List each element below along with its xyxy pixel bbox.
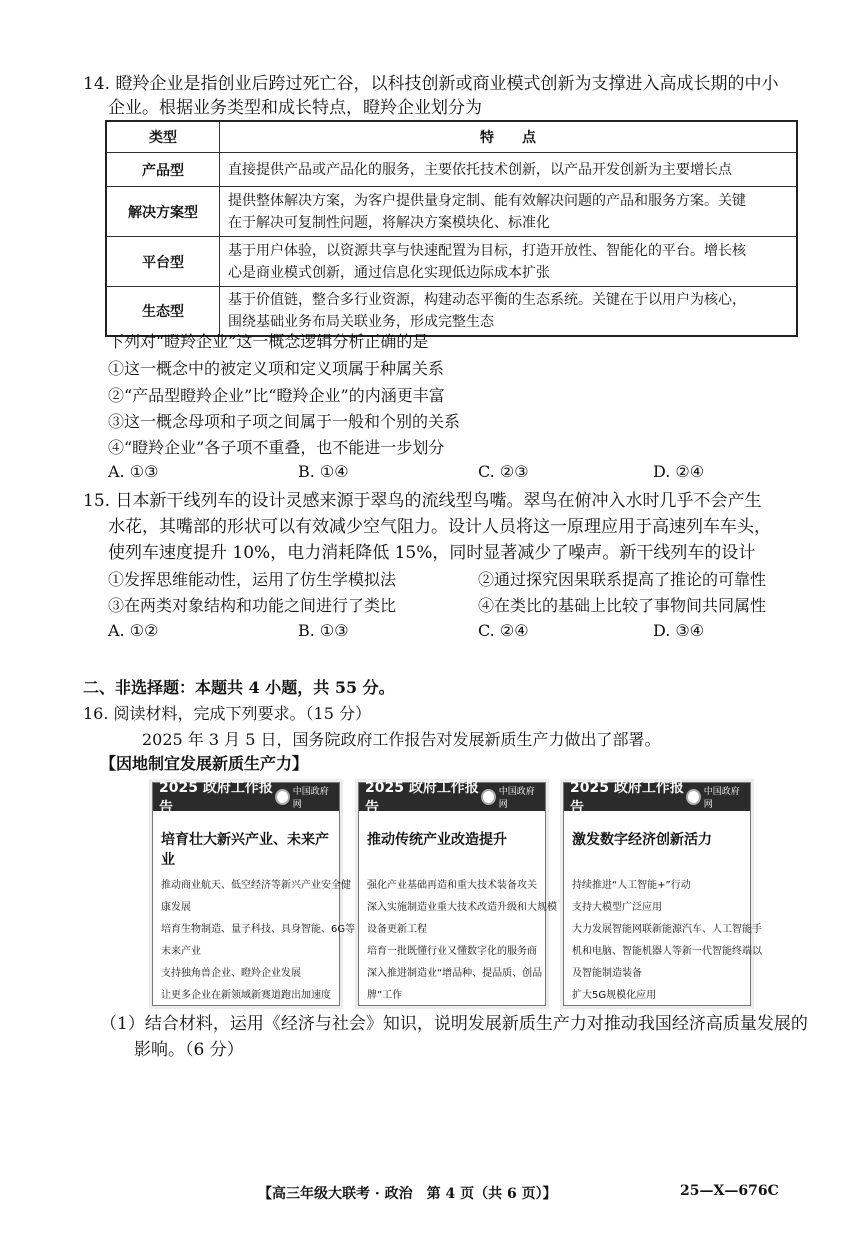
card-items (564, 869, 762, 1013)
option-b[interactable]: B. ①④ (298, 462, 349, 481)
option-b[interactable]: B. ①③ (298, 621, 349, 640)
option-c[interactable]: C. ②④ (478, 621, 529, 640)
report-card (152, 780, 356, 1006)
table-row (106, 153, 797, 187)
card-item: 机和电脑、智能机器人等新一代智能终端以 (572, 946, 762, 957)
card-year-label: 2025 政府工作报告 (159, 780, 273, 816)
card-item: 让更多企业在新领域新赛道跑出加速度 (161, 990, 331, 1001)
card-org (686, 784, 744, 810)
card-org-name: 中国政府网 (498, 787, 535, 810)
card-item: 强化产业基础再造和重大技术装备攻关 (367, 880, 537, 891)
option-a[interactable]: A. ①③ (108, 462, 159, 481)
table-cell-type: 产品型 (106, 153, 220, 187)
report-card (563, 780, 762, 1006)
q14-stem-line2: 企业。根据业务类型和成长特点，瞪羚企业划分为 (108, 98, 482, 118)
card-item: 推动商业航天、低空经济等新兴产业安全健 (161, 880, 351, 891)
option-c[interactable]: C. ②③ (478, 462, 529, 481)
table-cell-type: 平台型 (106, 237, 220, 287)
card-title: 培育壮大新兴产业、未来产业 (161, 832, 329, 868)
card-org (481, 784, 539, 810)
report-card (358, 780, 557, 1006)
card-item: 牌”工作 (367, 990, 403, 1001)
card-org-name: 中国政府网 (292, 787, 329, 810)
table-cell-desc (220, 237, 798, 287)
emblem-icon (275, 789, 290, 805)
card-header (153, 780, 339, 816)
table-cell-desc (220, 187, 798, 237)
option-d[interactable]: D. ②④ (653, 462, 705, 481)
emblem-icon (481, 789, 496, 805)
card-title: 激发数字经济创新活力 (572, 832, 712, 848)
desc-line: 基于价值链，整合多行业资源，构建动态平衡的生态系统。关键在于以用户为核心， (228, 292, 746, 308)
q14-statement-2: ②“产品型瞪羚企业”比“瞪羚企业”的内涵更丰富 (108, 386, 445, 405)
card-item: 及智能制造装备 (572, 968, 642, 979)
card-item: 培育一批既懂行业又懂数字化的服务商 (367, 946, 537, 957)
desc-line: 直接提供产品或产品化的服务，主要依托技术创新，以产品开发创新为主要增长点 (228, 161, 732, 178)
card-header (564, 780, 750, 816)
desc-line: 围绕基础业务布局关联业务，形成完整生态 (228, 314, 494, 330)
q14-statement-3: ③这一概念母项和子项之间属于一般和个别的关系 (108, 412, 461, 431)
desc-line: 基于用户体验，以资源共享与快速配置为目标，打造开放性、智能化的平台。增长核 (228, 242, 746, 259)
q16-material: 2025 年 3 月 5 日，国务院政府工作报告对发展新质生产力做出了部署。 (142, 730, 661, 749)
card-item: 未来产业 (161, 946, 201, 957)
card-header (359, 780, 545, 816)
card-year-label: 2025 政府工作报告 (570, 780, 684, 816)
q16-1-line1: （1）结合材料，运用《经济与社会》知识，说明发展新质生产力对推动我国经济高质量发展的 (100, 1014, 808, 1034)
option-a[interactable]: A. ①② (108, 621, 159, 640)
card-item: 设备更新工程 (367, 924, 427, 935)
table-header-features: 特 点 (220, 121, 798, 153)
card-item: 深入实施制造业重大技术改造升级和大规模 (367, 902, 557, 913)
card-title: 推动传统产业改造提升 (367, 832, 507, 848)
card-item: 支持大模型广泛应用 (572, 902, 662, 913)
desc-line: 提供整体解决方案，为客户提供量身定制、能有效解决问题的产品和服务方案。关键 (228, 192, 746, 209)
q14-prompt: 下列对“瞪羚企业”这一概念逻辑分析正确的是 (108, 332, 429, 351)
q16-subtitle: 【因地制宜发展新质生产力】 (100, 754, 309, 773)
footer-page-info: 【高三年级大联考 · 政治 第 4 页（共 6 页）】 (258, 1186, 557, 1202)
q15-statement-1: ①发挥思维能动性，运用了仿生学模拟法 (108, 570, 397, 589)
q14-statement-1: ①这一概念中的被定义项和定义项属于种属关系 (108, 359, 445, 378)
q15-statement-4: ④在类比的基础上比较了事物间共同属性 (478, 596, 767, 615)
desc-line: 在于解决可复制性问题，将解决方案模块化、标准化 (228, 214, 550, 231)
q16-1-line2: 影响。（6 分） (134, 1040, 244, 1060)
section2-title: 二、非选择题：本题共 4 小题，共 55 分。 (83, 678, 395, 697)
card-year-label: 2025 政府工作报告 (365, 780, 479, 816)
table-cell-desc (220, 153, 798, 187)
q15-stem-line2: 水花，其嘴部的形状可以有效减少空气阻力。设计人员将这一原理应用于高速列车车头， (108, 517, 771, 537)
table-cell-desc (220, 287, 798, 337)
card-item: 深入推进制造业“增品种、提品质、创品 (367, 968, 543, 979)
q15-stem-line1: 15. 日本新干线列车的设计灵感来源于翠鸟的流线型鸟嘴。翠鸟在俯冲入水时几乎不会产生 (83, 491, 762, 511)
q14-statement-4: ④“瞪羚企业”各子项不重叠，也不能进一步划分 (108, 438, 445, 457)
card-org (275, 784, 333, 810)
table-header-type: 类型 (106, 121, 220, 153)
footer-code: 25—X—676C (680, 1183, 779, 1199)
card-items (359, 869, 557, 1013)
option-d[interactable]: D. ③④ (653, 621, 705, 640)
card-item: 大力发展智能网联新能源汽车、人工智能手 (572, 924, 762, 935)
card-item: 支持独角兽企业、瞪羚企业发展 (161, 968, 301, 979)
q15-statement-2: ②通过探究因果联系提高了推论的可靠性 (478, 570, 767, 589)
table-cell-type: 生态型 (106, 287, 220, 337)
q14-options (108, 462, 808, 486)
gazelle-type-table (105, 120, 798, 337)
desc-line: 心是商业模式创新，通过信息化实现低边际成本扩张 (228, 264, 550, 281)
q16-stem: 16. 阅读材料，完成下列要求。（15 分） (83, 704, 371, 723)
table-cell-type: 解决方案型 (106, 187, 220, 237)
card-org-name: 中国政府网 (703, 787, 740, 810)
q14-stem-line1: 14. 瞪羚企业是指创业后跨过死亡谷，以科技创新或商业模式创新为支撑进入高成长期的中小 (83, 74, 779, 94)
card-item: 康发展 (161, 902, 191, 913)
q15-stem-line3: 使列车速度提升 10%，电力消耗降低 15%，同时显著减少了噪声。新干线列车的设计 (108, 543, 756, 563)
emblem-icon (686, 789, 701, 805)
table-row (106, 237, 797, 287)
table-header-row (106, 121, 797, 153)
table-row (106, 187, 797, 237)
q15-options (108, 621, 808, 645)
q15-statement-3: ③在两类对象结构和功能之间进行了类比 (108, 596, 397, 615)
card-item: 持续推进“人工智能+”行动 (572, 880, 691, 891)
card-items (153, 869, 356, 1013)
table-row (106, 287, 797, 337)
card-item: 扩大5G规模化应用 (572, 990, 657, 1001)
card-item: 培育生物制造、量子科技、具身智能、6G等 (161, 924, 356, 935)
